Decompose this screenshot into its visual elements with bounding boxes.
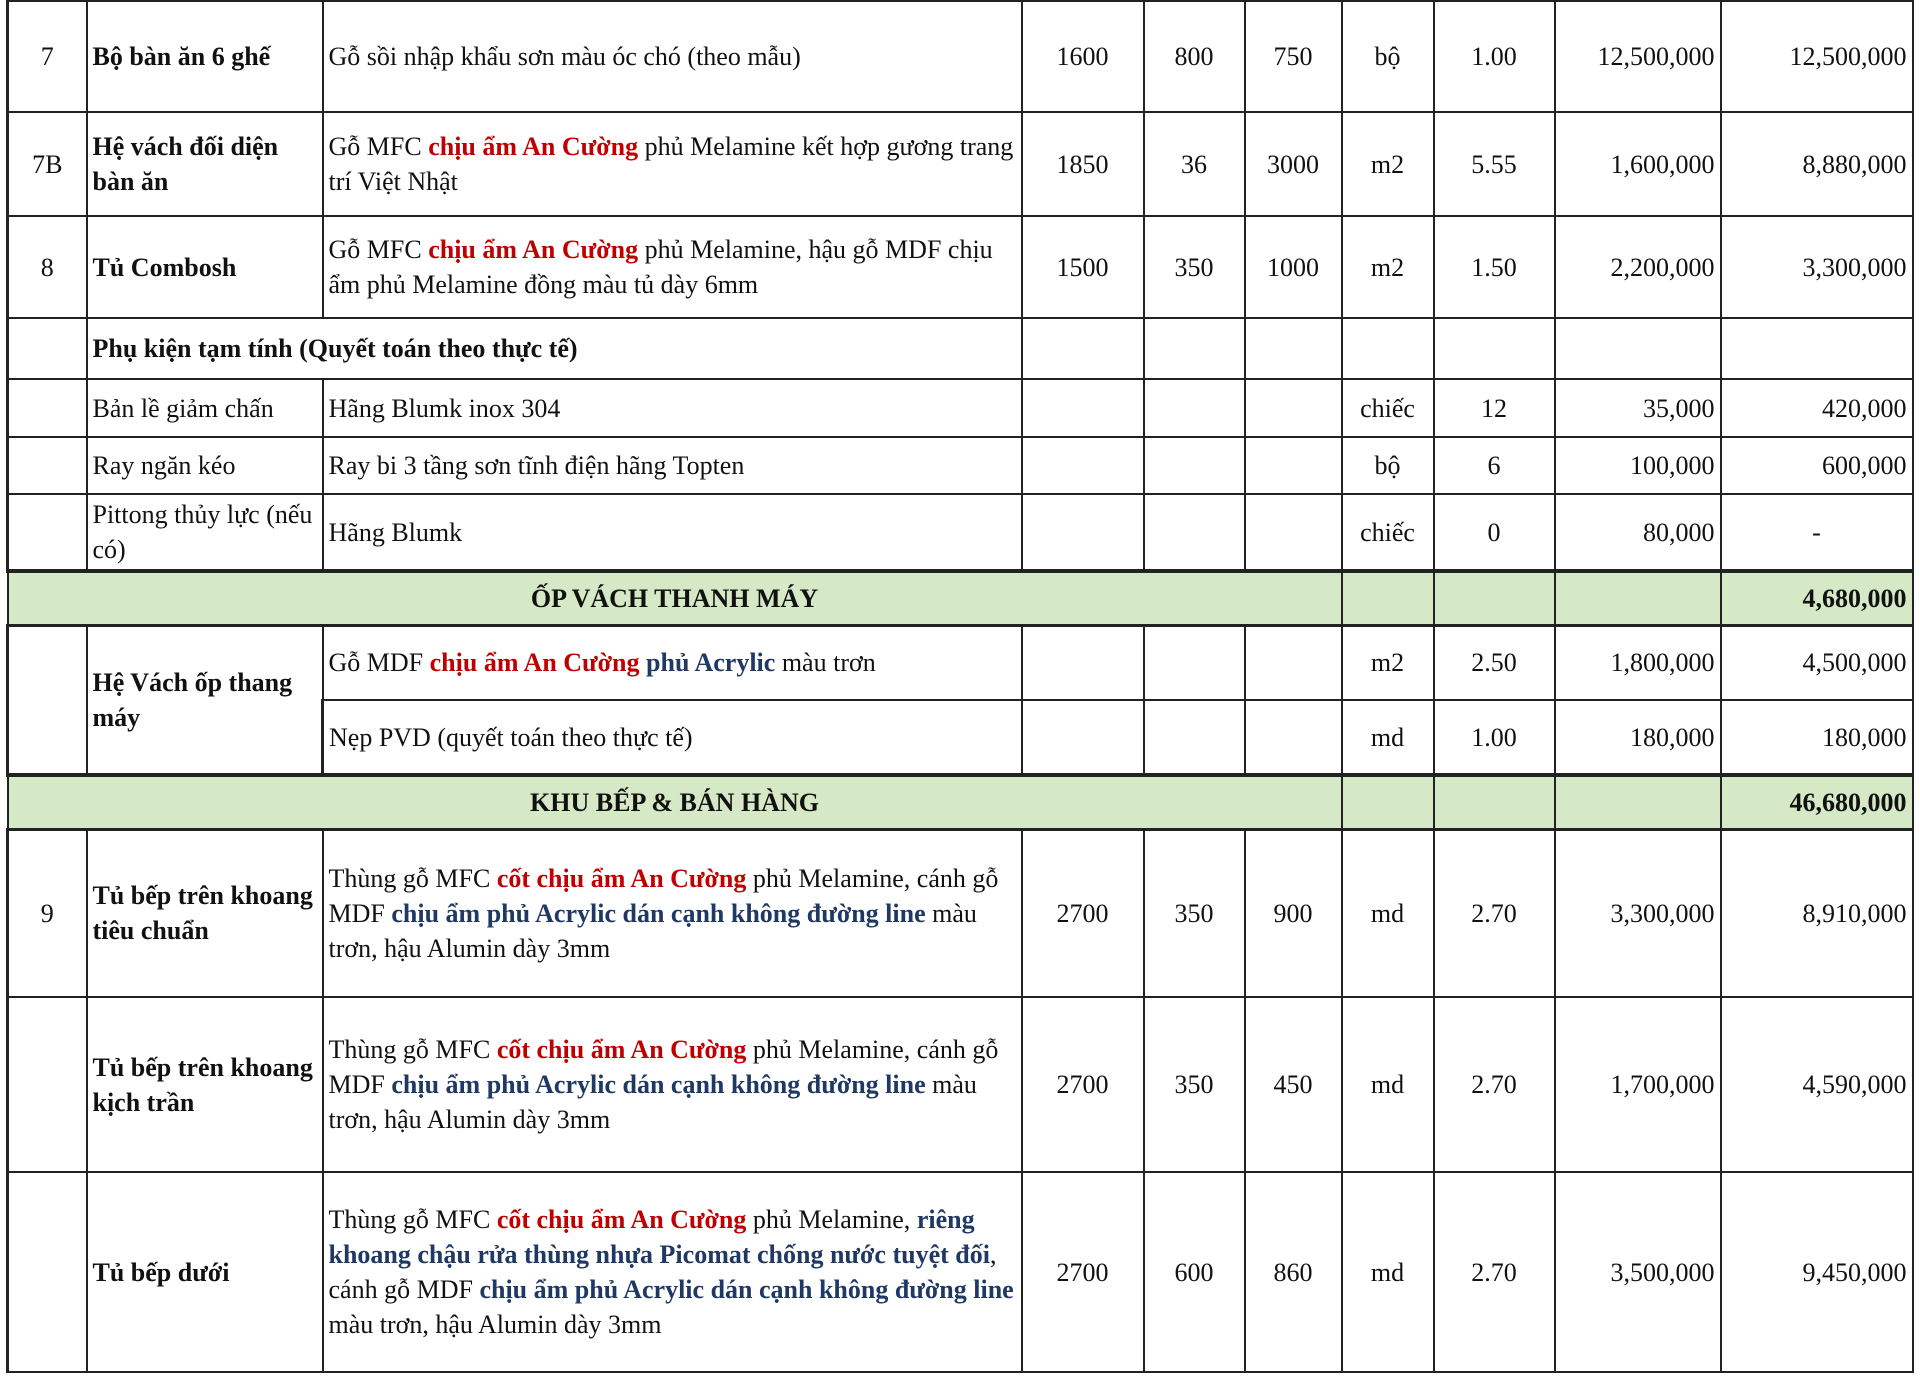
table-row-8 xyxy=(8,216,1913,318)
length-cell xyxy=(1022,318,1144,379)
section-row-kitchen-sales xyxy=(8,775,1913,829)
unit-cell: m2 xyxy=(1342,625,1434,700)
quantity-cell: 2.50 xyxy=(1434,625,1555,700)
section-title: ỐP VÁCH THANH MÁY xyxy=(8,571,1342,625)
description-cell xyxy=(323,1172,1022,1372)
height-cell: 3000 xyxy=(1245,112,1342,216)
height-cell: 450 xyxy=(1245,997,1342,1172)
desc-highlight-blue: riêng khoang chậu rửa thùng nhựa Picomat chống nước tuyệt đối xyxy=(328,1205,990,1269)
item-name-cell: Tủ Combosh xyxy=(87,216,323,318)
description-cell xyxy=(323,112,1022,216)
desc-highlight-red: cốt chịu ẩm An Cường xyxy=(496,863,747,893)
length-cell: 1850 xyxy=(1022,112,1144,216)
stt-cell xyxy=(8,997,87,1172)
quantity-cell: 5.55 xyxy=(1434,112,1555,216)
section-title: KHU BẾP & BÁN HÀNG xyxy=(8,775,1342,829)
depth-cell: 36 xyxy=(1144,112,1245,216)
stt-cell xyxy=(8,437,87,494)
desc-text: màu trơn, hậu Alumin dày 3mm xyxy=(328,1310,662,1339)
quantity-cell: 12 xyxy=(1434,379,1555,437)
length-cell xyxy=(1022,494,1144,571)
depth-cell: 600 xyxy=(1144,1172,1245,1372)
desc-highlight-blue: chịu ẩm phủ Acrylic dán cạnh không đường line xyxy=(479,1275,1014,1304)
depth-cell xyxy=(1144,700,1245,775)
desc-highlight-blue: chịu ẩm phủ Acrylic dán cạnh không đường line xyxy=(391,898,926,928)
desc-text: màu trơn, hậu Alumin dày 3mm xyxy=(328,1070,977,1134)
total-cell: 4,500,000 xyxy=(1721,625,1913,700)
total-cell: 180,000 xyxy=(1721,700,1913,775)
section-row-elevator-cladding xyxy=(8,571,1913,625)
length-cell: 2700 xyxy=(1022,829,1144,997)
unit-price-cell: 100,000 xyxy=(1555,437,1721,494)
unit-cell xyxy=(1342,571,1434,625)
desc-text: phủ Melamine, hậu gỗ MDF chịu ẩm phủ Melamine đồng màu tủ dày 6mm xyxy=(328,235,993,299)
desc-text: phủ Melamine kết hợp gương trang trí Việt Nhật xyxy=(328,132,1014,196)
description-cell xyxy=(323,216,1022,318)
quantity-cell: 1.00 xyxy=(1434,1,1555,112)
depth-cell xyxy=(1144,494,1245,571)
total-cell: 4,590,000 xyxy=(1721,997,1913,1172)
table-row-elevator-panel xyxy=(8,625,1913,700)
section-total: 46,680,000 xyxy=(1721,775,1913,829)
description-cell xyxy=(323,997,1022,1172)
table-row-accessory-piston xyxy=(8,494,1913,571)
total-cell: 600,000 xyxy=(1721,437,1913,494)
depth-cell xyxy=(1144,437,1245,494)
height-cell xyxy=(1245,437,1342,494)
stt-cell: 9 xyxy=(8,829,87,997)
height-cell: 860 xyxy=(1245,1172,1342,1372)
section-total: 4,680,000 xyxy=(1721,571,1913,625)
desc-highlight-red: chịu ẩm An Cường xyxy=(428,132,639,161)
description-cell: Gỗ sồi nhập khẩu sơn màu óc chó (theo mẫu) xyxy=(323,1,1022,112)
description-cell: Hãng Blumk inox 304 xyxy=(323,379,1022,437)
unit-cell: md xyxy=(1342,829,1434,997)
unit-cell xyxy=(1342,318,1434,379)
unit-cell: md xyxy=(1342,700,1434,775)
desc-text: phủ Melamine, cánh gỗ MDF xyxy=(328,1035,999,1099)
item-name-cell: Ray ngăn kéo xyxy=(87,437,323,494)
description-cell xyxy=(323,625,1022,700)
height-cell xyxy=(1245,494,1342,571)
length-cell xyxy=(1022,625,1144,700)
unit-price-cell: 1,700,000 xyxy=(1555,997,1721,1172)
table-row-9 xyxy=(8,829,1913,997)
item-name-cell: Pittong thủy lực (nếu có) xyxy=(87,494,323,571)
item-name-cell: Hệ Vách ốp thang máy xyxy=(87,625,323,775)
height-cell: 750 xyxy=(1245,1,1342,112)
desc-text: phủ Melamine, xyxy=(746,1205,917,1234)
stt-cell xyxy=(8,494,87,571)
quotation-table xyxy=(6,0,1914,1373)
quantity-cell: 0 xyxy=(1434,494,1555,571)
desc-highlight-red: chịu ẩm An Cường xyxy=(429,648,640,678)
length-cell: 1500 xyxy=(1022,216,1144,318)
stt-cell: 8 xyxy=(8,216,87,318)
length-cell: 2700 xyxy=(1022,997,1144,1172)
unit-cell: chiếc xyxy=(1342,494,1434,571)
unit-price-cell xyxy=(1555,775,1721,829)
desc-highlight-blue: chịu ẩm phủ Acrylic dán cạnh không đường line xyxy=(391,1070,926,1099)
unit-cell: m2 xyxy=(1342,216,1434,318)
height-cell xyxy=(1245,379,1342,437)
unit-cell: bộ xyxy=(1342,437,1434,494)
description-cell: Hãng Blumk xyxy=(323,494,1022,571)
table-row-7b xyxy=(8,112,1913,216)
unit-cell: chiếc xyxy=(1342,379,1434,437)
description-cell: Ray bi 3 tầng sơn tĩnh điện hãng Topten xyxy=(323,437,1022,494)
desc-text: Gỗ MFC xyxy=(328,132,429,161)
quantity-cell: 6 xyxy=(1434,437,1555,494)
total-cell: 9,450,000 xyxy=(1721,1172,1913,1372)
height-cell xyxy=(1245,318,1342,379)
stt-cell: 7B xyxy=(8,112,87,216)
depth-cell: 350 xyxy=(1144,216,1245,318)
length-cell xyxy=(1022,700,1144,775)
unit-price-cell xyxy=(1555,571,1721,625)
stt-cell: 7 xyxy=(8,1,87,112)
item-name-cell: Hệ vách đối diện bàn ăn xyxy=(87,112,323,216)
desc-text: màu trơn, hậu Alumin dày 3mm xyxy=(328,898,977,963)
length-cell: 2700 xyxy=(1022,1172,1144,1372)
length-cell xyxy=(1022,437,1144,494)
length-cell xyxy=(1022,379,1144,437)
quantity-cell xyxy=(1434,775,1555,829)
total-cell: 8,880,000 xyxy=(1721,112,1913,216)
description-cell: Nẹp PVD (quyết toán theo thực tế) xyxy=(323,700,1022,775)
unit-cell xyxy=(1342,775,1434,829)
depth-cell xyxy=(1144,379,1245,437)
desc-text: Thùng gỗ MFC xyxy=(328,863,497,893)
unit-price-cell: 3,500,000 xyxy=(1555,1172,1721,1372)
quantity-cell: 1.50 xyxy=(1434,216,1555,318)
accessories-header: Phụ kiện tạm tính (Quyết toán theo thực tế) xyxy=(87,318,1022,379)
table-row-11 xyxy=(8,1172,1913,1372)
length-cell: 1600 xyxy=(1022,1,1144,112)
desc-text: phủ Melamine, cánh gỗ MDF xyxy=(328,863,999,928)
unit-cell: md xyxy=(1342,1172,1434,1372)
unit-price-cell: 3,300,000 xyxy=(1555,829,1721,997)
desc-text: , cánh gỗ MDF xyxy=(328,1240,997,1304)
quantity-cell: 1.00 xyxy=(1434,700,1555,775)
unit-price-cell: 180,000 xyxy=(1555,700,1721,775)
item-name-cell: Bản lề giảm chấn xyxy=(87,379,323,437)
total-cell: 12,500,000 xyxy=(1721,1,1913,112)
stt-cell xyxy=(8,625,87,775)
unit-price-cell: 12,500,000 xyxy=(1555,1,1721,112)
table-row-10 xyxy=(8,997,1913,1172)
description-cell xyxy=(323,829,1022,997)
unit-cell: bộ xyxy=(1342,1,1434,112)
desc-highlight-red: chịu ẩm An Cường xyxy=(428,235,639,264)
table-row-accessory-rail xyxy=(8,437,1913,494)
desc-text: màu trơn xyxy=(775,648,876,678)
desc-highlight-blue: phủ Acrylic xyxy=(639,648,776,678)
quantity-cell xyxy=(1434,318,1555,379)
quantity-cell xyxy=(1434,571,1555,625)
desc-highlight-red: cốt chịu ẩm An Cường xyxy=(496,1205,747,1234)
depth-cell xyxy=(1144,318,1245,379)
quantity-cell: 2.70 xyxy=(1434,829,1555,997)
unit-cell: md xyxy=(1342,997,1434,1172)
unit-price-cell xyxy=(1555,318,1721,379)
depth-cell: 800 xyxy=(1144,1,1245,112)
height-cell: 900 xyxy=(1245,829,1342,997)
unit-price-cell: 2,200,000 xyxy=(1555,216,1721,318)
item-name-cell: Tủ bếp dưới xyxy=(87,1172,323,1372)
item-name-cell: Tủ bếp trên khoang kịch trần xyxy=(87,997,323,1172)
total-cell xyxy=(1721,318,1913,379)
total-cell: - xyxy=(1721,494,1913,571)
desc-text: Gỗ MFC xyxy=(328,235,429,264)
stt-cell xyxy=(8,1172,87,1372)
depth-cell: 350 xyxy=(1144,997,1245,1172)
item-name-cell: Bộ bàn ăn 6 ghế xyxy=(87,1,323,112)
desc-highlight-red: cốt chịu ẩm An Cường xyxy=(496,1035,747,1064)
stt-cell xyxy=(8,379,87,437)
stt-cell xyxy=(8,318,87,379)
height-cell xyxy=(1245,625,1342,700)
desc-text: Thùng gỗ MFC xyxy=(328,1035,497,1064)
total-cell: 8,910,000 xyxy=(1721,829,1913,997)
desc-text: Thùng gỗ MFC xyxy=(328,1205,497,1234)
depth-cell: 350 xyxy=(1144,829,1245,997)
unit-price-cell: 1,600,000 xyxy=(1555,112,1721,216)
quantity-cell: 2.70 xyxy=(1434,1172,1555,1372)
quantity-cell: 2.70 xyxy=(1434,997,1555,1172)
unit-cell: m2 xyxy=(1342,112,1434,216)
height-cell xyxy=(1245,700,1342,775)
unit-price-cell: 1,800,000 xyxy=(1555,625,1721,700)
table-row-7 xyxy=(8,1,1913,112)
item-name-cell: Tủ bếp trên khoang tiêu chuẩn xyxy=(87,829,323,997)
height-cell: 1000 xyxy=(1245,216,1342,318)
unit-price-cell: 35,000 xyxy=(1555,379,1721,437)
table-row-accessory-hinge xyxy=(8,379,1913,437)
depth-cell xyxy=(1144,625,1245,700)
total-cell: 420,000 xyxy=(1721,379,1913,437)
accessories-header-row xyxy=(8,318,1913,379)
unit-price-cell: 80,000 xyxy=(1555,494,1721,571)
total-cell: 3,300,000 xyxy=(1721,216,1913,318)
desc-text: Gỗ MDF xyxy=(328,648,430,678)
